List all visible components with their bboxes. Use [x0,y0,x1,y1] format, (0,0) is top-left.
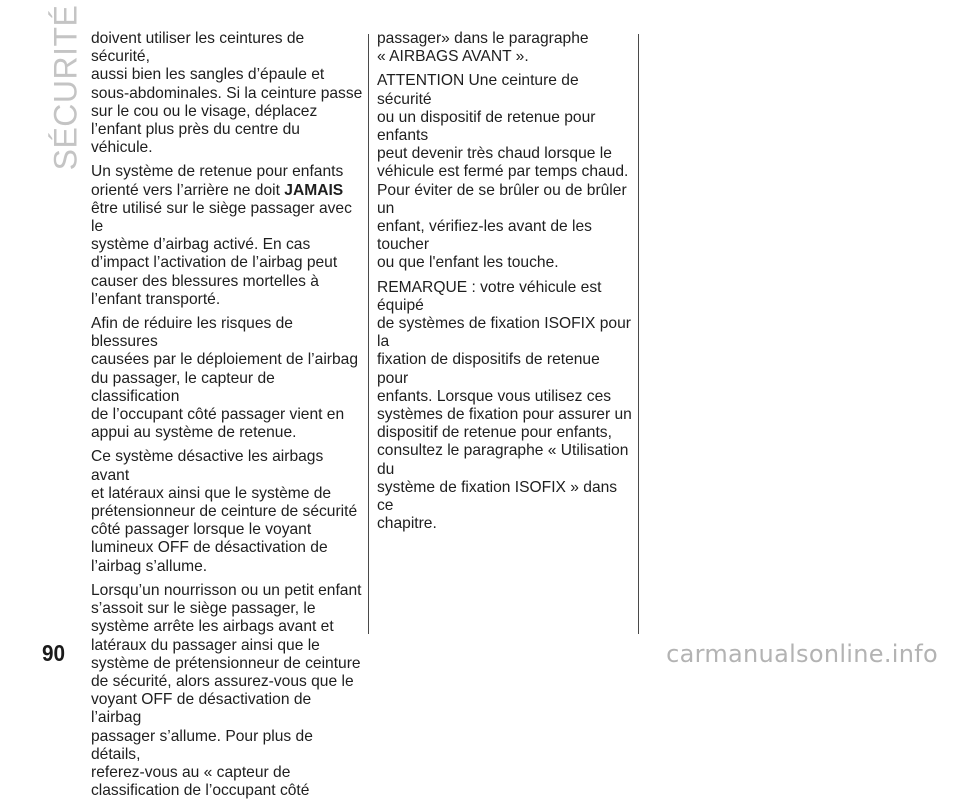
emphasis-jamais: JAMAIS [284,181,344,199]
paragraph-part: être utilisé sur le siège passager avec le système d’airbag activé. En cas d’impact l’activation de l’airbag peut causer des blessures mortelles à l’enfant transporté. [91,199,352,308]
paragraph-part: Un système de retenue pour enfants orienté vers l’arrière ne doit [91,163,344,199]
watermark: carmanualsonline.info [666,640,938,668]
left-text-column [91,30,363,806]
paragraph: Afin de réduire les risques de blessures causées par le déploiement de l’airbag du passager, le capteur de classification de l’occupant côté passager vient en appui au système de retenue. [91,315,358,442]
paragraph: Ce système désactive les airbags avant et latéraux ainsi que le système de prétensionneur de ceinture de sécurité côté passager lorsque le voyant lumineux OFF de désactivation de l’airbag s’allume. [91,448,358,575]
right-text-column [377,30,633,539]
column-divider [368,34,369,634]
paragraph: Lorsqu’un nourrisson ou un petit enfant s’assoit sur le siège passager, le système arrête les airbags avant et latéraux du passager ainsi que le système de prétensionneur de ceinture de sécurité, alors assurez-vous que le voyant OFF de désactivation de l’airbag passager s’allume. Pour plus de détails, referez-vous au « capteur de classification de l’occupant côté [91,581,362,800]
paragraph-attention: ATTENTION Une ceinture de sécurité ou un dispositif de retenue pour enfants peut devenir très chaud lorsque le véhicule est fermé par temps chaud. Pour éviter de se brûler ou de brûler un enfant, vérifiez-les avant de les toucher ou que l'enfant les touche. [377,72,629,272]
paragraph: doivent utiliser les ceintures de sécurité, aussi bien les sangles d’épaule et sous-abdominales. Si la ceinture passe sur le cou ou le visage, déplacez l’enfant plus près du centre du véhicule. [91,30,363,157]
paragraph: passager» dans le paragraphe « AIRBAGS AVANT ». [377,30,589,66]
page-number: 90 [42,640,66,666]
section-title [47,4,84,170]
section-title-text: SÉCURITÉ [47,4,84,170]
paragraph-remarque: REMARQUE : votre véhicule est équipé de systèmes de fixation ISOFIX pour la fixation de dispositifs de retenue pour enfants. Lorsque vous utilisez ces systèmes de fixation pour assurer un dispositif de retenue pour enfants, consultez le paragraphe « Utilisation du système de fixation ISOFIX » dans ce chapitre. [377,278,632,533]
paragraph-jamais [91,163,363,309]
column-divider [638,34,639,634]
